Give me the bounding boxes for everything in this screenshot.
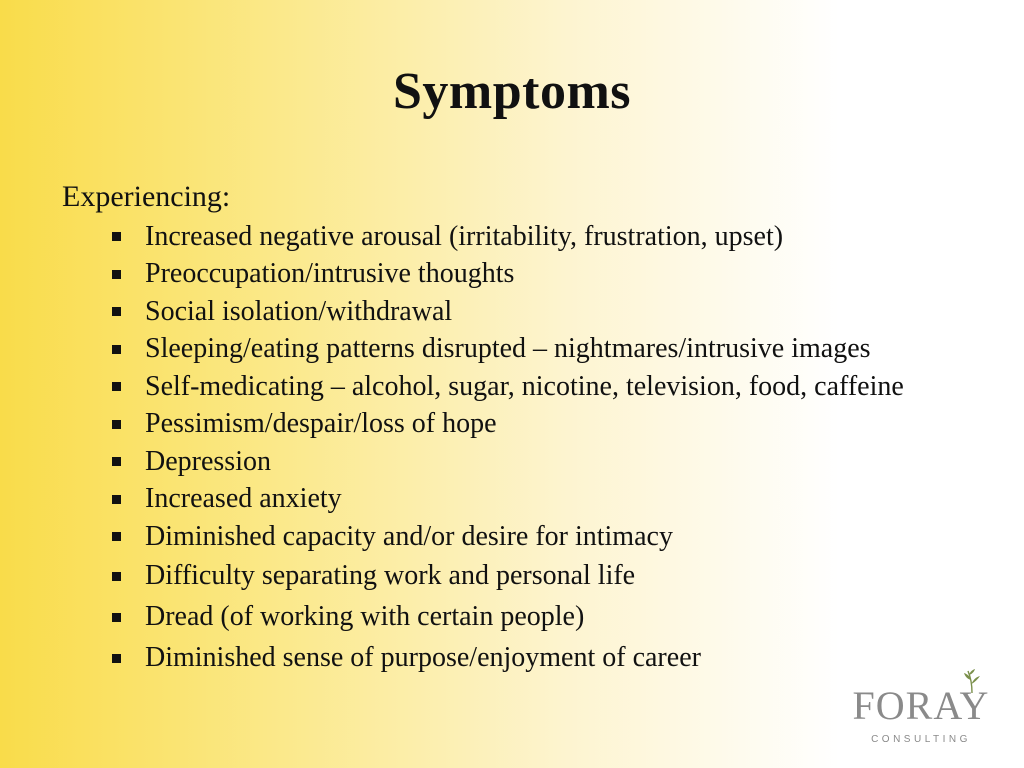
intro-label: Experiencing: (62, 180, 231, 213)
list-item-text: Self-medicating – alcohol, sugar, nicotine, television, food, caffeine (145, 370, 904, 402)
square-bullet-icon (112, 232, 121, 241)
list-item-text: Social isolation/withdrawal (145, 295, 453, 327)
list-item-text: Preoccupation/intrusive thoughts (145, 258, 515, 290)
square-bullet-icon (112, 654, 121, 663)
list-item-text: Increased anxiety (145, 483, 342, 515)
square-bullet-icon (112, 307, 121, 316)
square-bullet-icon (112, 532, 121, 541)
logo-tagline: CONSULTING (871, 734, 971, 745)
square-bullet-icon (112, 382, 121, 391)
list-item-text: Diminished sense of purpose/enjoyment of career (145, 642, 701, 673)
square-bullet-icon (112, 613, 121, 622)
list-item (112, 556, 904, 597)
list-item-text: Depression (145, 445, 271, 477)
list-item (112, 597, 904, 638)
list-item (112, 443, 904, 481)
list-item-text: Difficulty separating work and personal life (145, 560, 636, 591)
list-item-text: Sleeping/eating patterns disrupted – nightmares/intrusive images (145, 333, 871, 365)
list-item (112, 293, 904, 331)
list-item (112, 518, 904, 556)
list-item (112, 218, 904, 256)
logo-wordmark: FORAY (852, 683, 990, 728)
list-item (112, 256, 904, 294)
square-bullet-icon (112, 495, 121, 504)
square-bullet-icon (112, 270, 121, 279)
list-item (112, 638, 904, 679)
square-bullet-icon (112, 420, 121, 429)
list-item-text: Dread (of working with certain people) (145, 601, 585, 632)
list-item-text: Diminished capacity and/or desire for intimacy (145, 520, 673, 552)
list-item (112, 481, 904, 519)
symptom-list (112, 218, 904, 679)
list-item-text: Increased negative arousal (irritability, frustration, upset) (145, 220, 784, 252)
list-item (112, 406, 904, 444)
list-item (112, 368, 904, 406)
list-item-text: Pessimism/despair/loss of hope (145, 408, 497, 440)
list-item (112, 331, 904, 369)
square-bullet-icon (112, 457, 121, 466)
square-bullet-icon (112, 572, 121, 581)
slide-title: Symptoms (392, 63, 632, 120)
foray-logo (843, 664, 999, 750)
square-bullet-icon (112, 345, 121, 354)
